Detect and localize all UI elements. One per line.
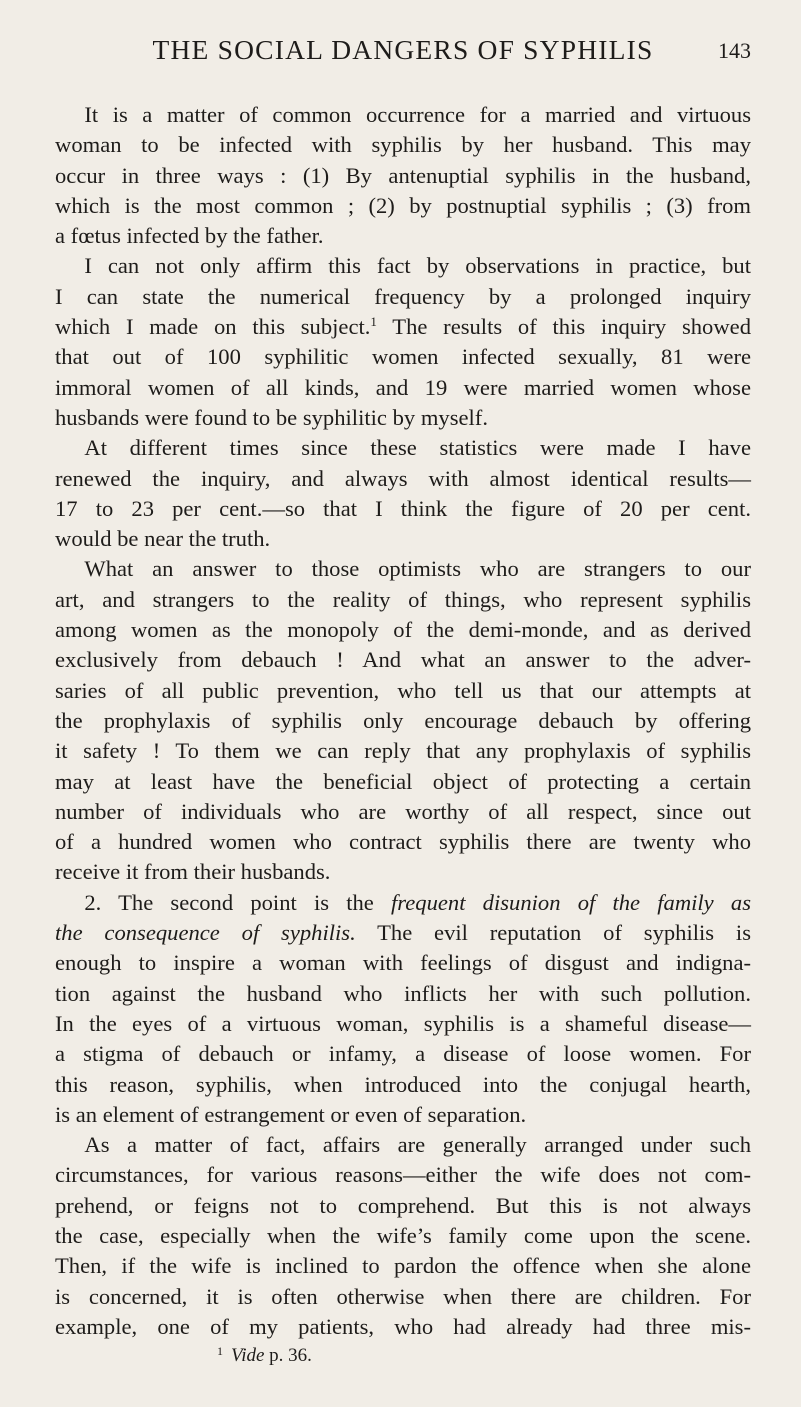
running-title: THE SOCIAL DANGERS OF SYPHILIS bbox=[152, 34, 654, 65]
text-line: that out of 100 syphilitic women infected sexually, 81 were bbox=[55, 344, 751, 370]
italic-phrase: the consequence of syphilis. bbox=[55, 920, 356, 946]
text-line: In the eyes of a virtuous woman, syphilis is a shameful disease— bbox=[55, 1010, 751, 1036]
text-line: the prophylaxis of syphilis only encourage debauch by offering bbox=[55, 707, 751, 733]
italic-phrase: frequent disunion of the family as bbox=[391, 889, 751, 915]
footnote-italic: Vide bbox=[231, 1345, 265, 1367]
text-line-with-footnote-ref bbox=[55, 312, 751, 342]
text-line: It is a matter of common occurrence for a married and virtuous bbox=[84, 102, 751, 127]
footnote-number: 1 bbox=[217, 1344, 223, 1359]
paragraph-1 bbox=[55, 100, 751, 251]
text-line: may at least have the beneficial object of protecting a certain bbox=[55, 768, 751, 794]
text-line: renewed the inquiry, and always with almost identical results— bbox=[55, 465, 751, 491]
text-line: 17 to 23 per cent.—so that I think the figure of 20 per cent. bbox=[55, 495, 751, 521]
page-header bbox=[55, 28, 751, 78]
text-line: woman to be infected with syphilis by her husband. This may bbox=[55, 132, 751, 158]
text-line: would be near the truth. bbox=[55, 526, 271, 552]
text-line: What an answer to those optimists who are strangers to our bbox=[84, 556, 751, 582]
text-line: I can not only affirm this fact by observations in practice, but bbox=[84, 253, 751, 279]
book-page bbox=[55, 28, 751, 1368]
paragraph-5 bbox=[55, 888, 751, 1130]
text-line-with-italic bbox=[55, 888, 751, 918]
text-line: art, and strangers to the reality of things, who represent syphilis bbox=[55, 586, 751, 612]
text-line: tion against the husband who inflicts her with such pollution. bbox=[55, 980, 751, 1006]
text-fragment: The results of this inquiry showed bbox=[376, 314, 751, 340]
text-line: this reason, syphilis, when introduced into the conjugal hearth, bbox=[55, 1071, 751, 1097]
text-line: a fœtus infected by the father. bbox=[55, 223, 324, 249]
text-fragment: The evil reputation of syphilis is bbox=[355, 920, 751, 946]
text-line: number of individuals who are worthy of all respect, since out bbox=[55, 798, 751, 824]
text-line: occur in three ways : (1) By antenuptial syphilis in the husband, bbox=[55, 162, 751, 188]
text-line: is an element of estrangement or even of separation. bbox=[55, 1101, 527, 1127]
paragraph-4 bbox=[55, 554, 751, 887]
body-text bbox=[55, 100, 751, 1342]
text-line: husbands were found to be syphilitic by myself. bbox=[55, 404, 488, 430]
text-line: circumstances, for various reasons—either the wife does not com- bbox=[55, 1162, 751, 1188]
text-line: prehend, or feigns not to comprehend. But this is not always bbox=[55, 1192, 751, 1218]
text-line: receive it from their husbands. bbox=[55, 859, 331, 885]
text-line: a stigma of debauch or infamy, a disease of loose women. For bbox=[55, 1041, 751, 1067]
text-fragment: which I made on this subject. bbox=[55, 314, 371, 340]
paragraph-2 bbox=[55, 251, 751, 433]
footnote-text: p. 36. bbox=[264, 1345, 312, 1367]
text-line: of a hundred women who contract syphilis there are twenty who bbox=[55, 829, 751, 855]
footnote-reference[interactable]: 1 bbox=[370, 314, 377, 330]
paragraph-6 bbox=[55, 1130, 751, 1342]
text-line: among women as the monopoly of the demi-monde, and as derived bbox=[55, 617, 751, 643]
text-line: exclusively from debauch ! And what an answer to the adver- bbox=[55, 647, 751, 673]
text-line: example, one of my patients, who had already had three mis- bbox=[55, 1313, 751, 1339]
text-line: it safety ! To them we can reply that any prophylaxis of syphilis bbox=[55, 738, 751, 764]
text-line: I can state the numerical frequency by a prolonged inquiry bbox=[55, 283, 751, 309]
text-line-with-italic bbox=[55, 918, 751, 948]
text-line: is concerned, it is often otherwise when there are children. For bbox=[55, 1283, 751, 1309]
text-fragment: 2. The second point is the bbox=[84, 889, 392, 915]
text-line: saries of all public prevention, who tell us that our attempts at bbox=[55, 677, 751, 703]
text-line: enough to inspire a woman with feelings of disgust and indigna- bbox=[55, 950, 751, 976]
paragraph-3 bbox=[55, 433, 751, 554]
footnote bbox=[55, 1344, 751, 1368]
text-line: As a matter of fact, affairs are generally arranged under such bbox=[84, 1132, 751, 1158]
text-line: Then, if the wife is inclined to pardon the offence when she alone bbox=[55, 1253, 751, 1279]
text-line: immoral women of all kinds, and 19 were married women whose bbox=[55, 374, 751, 400]
text-line: At different times since these statistics were made I have bbox=[84, 435, 751, 461]
text-line: which is the most common ; (2) by postnuptial syphilis ; (3) from bbox=[55, 192, 751, 218]
page-number: 143 bbox=[718, 38, 751, 63]
text-line: the case, especially when the wife’s family come upon the scene. bbox=[55, 1222, 751, 1248]
